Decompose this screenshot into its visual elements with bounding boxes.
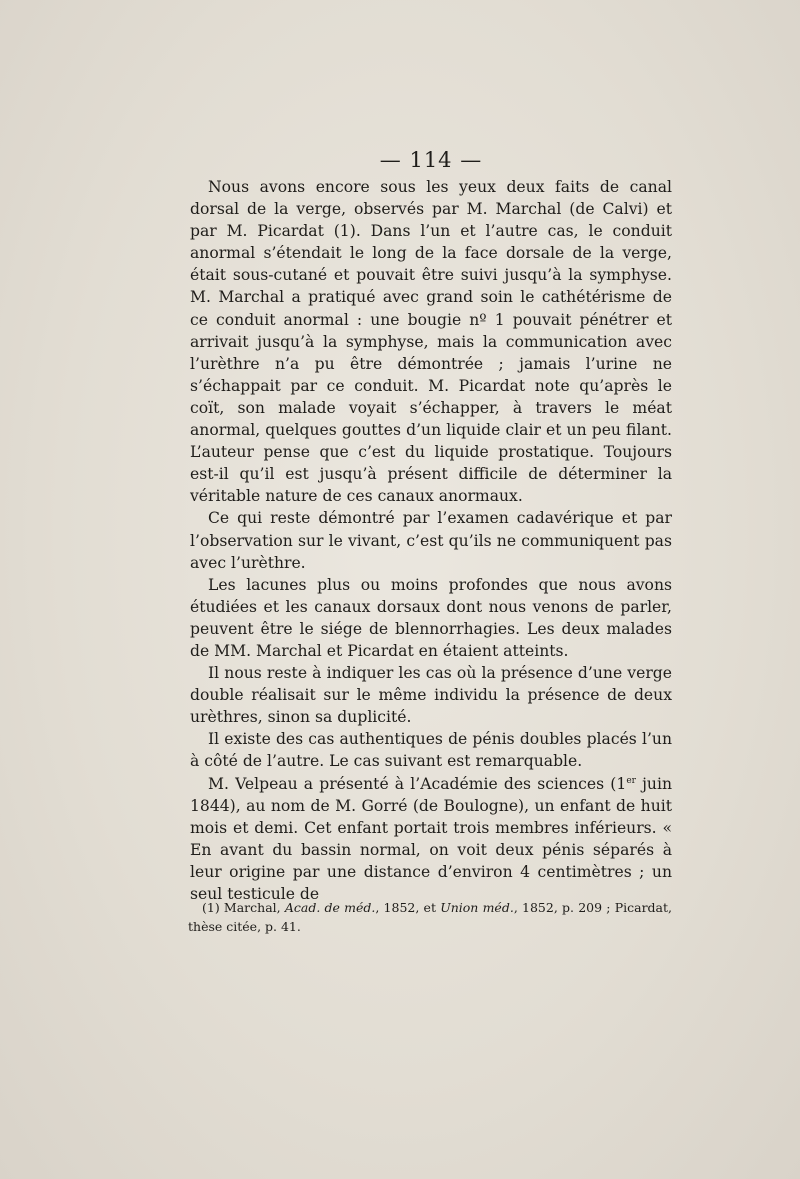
paragraph-2: Ce qui reste démontré par l’examen cadavérique et par l’observation sur le vivant, c’est qu’ils ne communiquent pas avec l’urèthre. (190, 509, 672, 572)
paragraph-6-start: M. Velpeau a présenté à l’Académie des sciences (1 (208, 774, 627, 793)
page-number: — 114 — (379, 148, 483, 172)
footnote-text (188, 898, 672, 936)
paragraph-1: Nous avons encore sous les yeux deux faits de canal dorsal de la verge, observés par M. Marchal (de Calvi) et par M. Picardat (1). Dans l’un et l’autre cas, le conduit anormal s’étendait le long de la face dorsale de la verge, était sous-cutané et pouvait être suivi jusqu’à la symphyse. M. Marchal a pratiqué avec grand soin le cathétérisme de ce conduit anormal : une bougie nº 1 pouvait pénétrer et arrivait jusqu’à la symphyse, mais la communication avec l’urèthre n’a pu être démontrée ; jamais l’urine ne s’échappait par ce conduit. M. Picardat note qu’après le coït, son malade voyait s’échapper, à travers le méat anormal, quelques gouttes d’un liquide clair et un peu filant. L’auteur pense que c’est du liquide prostatique. Toujours est-il qu’il est jusqu’à présent difficile de déterminer la véritable nature de ces canaux anormaux. (190, 178, 672, 506)
footnote-part-2: , 1852, et (375, 900, 441, 915)
paragraph-4: Il nous reste à indiquer les cas où la présence d’une verge double réalisait sur le même individu la présence de deux urèthres, sinon sa duplicité. (190, 664, 672, 727)
footnote (188, 898, 672, 936)
paragraph-5: Il existe des cas authentiques de pénis doubles placés l’un à côté de l’autre. Le cas suivant est remarquable. (190, 730, 672, 771)
footnote-part-3: , 1852, p. 209 ; Picardat, thèse citée, p. 41. (188, 900, 672, 934)
main-text (190, 176, 672, 905)
paragraph-6 (190, 773, 672, 906)
paragraph-3: Les lacunes plus ou moins profondes que nous avons étudiées et les canaux dorsaux dont nous venons de parler, peuvent être le siége de blennorrhagies. Les deux malades de MM. Marchal et Picardat en étaient atteints. (190, 575, 672, 660)
ordinal-superscript: er (626, 775, 636, 786)
footnote-part-1: (1) Marchal, (202, 900, 285, 915)
footnote-journal-2: Union méd. (440, 900, 514, 915)
paragraph-6-rest: juin 1844), au nom de M. Gorré (de Boulogne), un enfant de huit mois et demi. Cet enfant portait trois membres inférieurs. « En avant du bassin normal, on voit deux pénis séparés à leur origine par une distance d’environ 4 centimètres ; un seul testicule de (190, 774, 673, 903)
footnote-journal-1: Acad. de méd. (284, 900, 376, 915)
